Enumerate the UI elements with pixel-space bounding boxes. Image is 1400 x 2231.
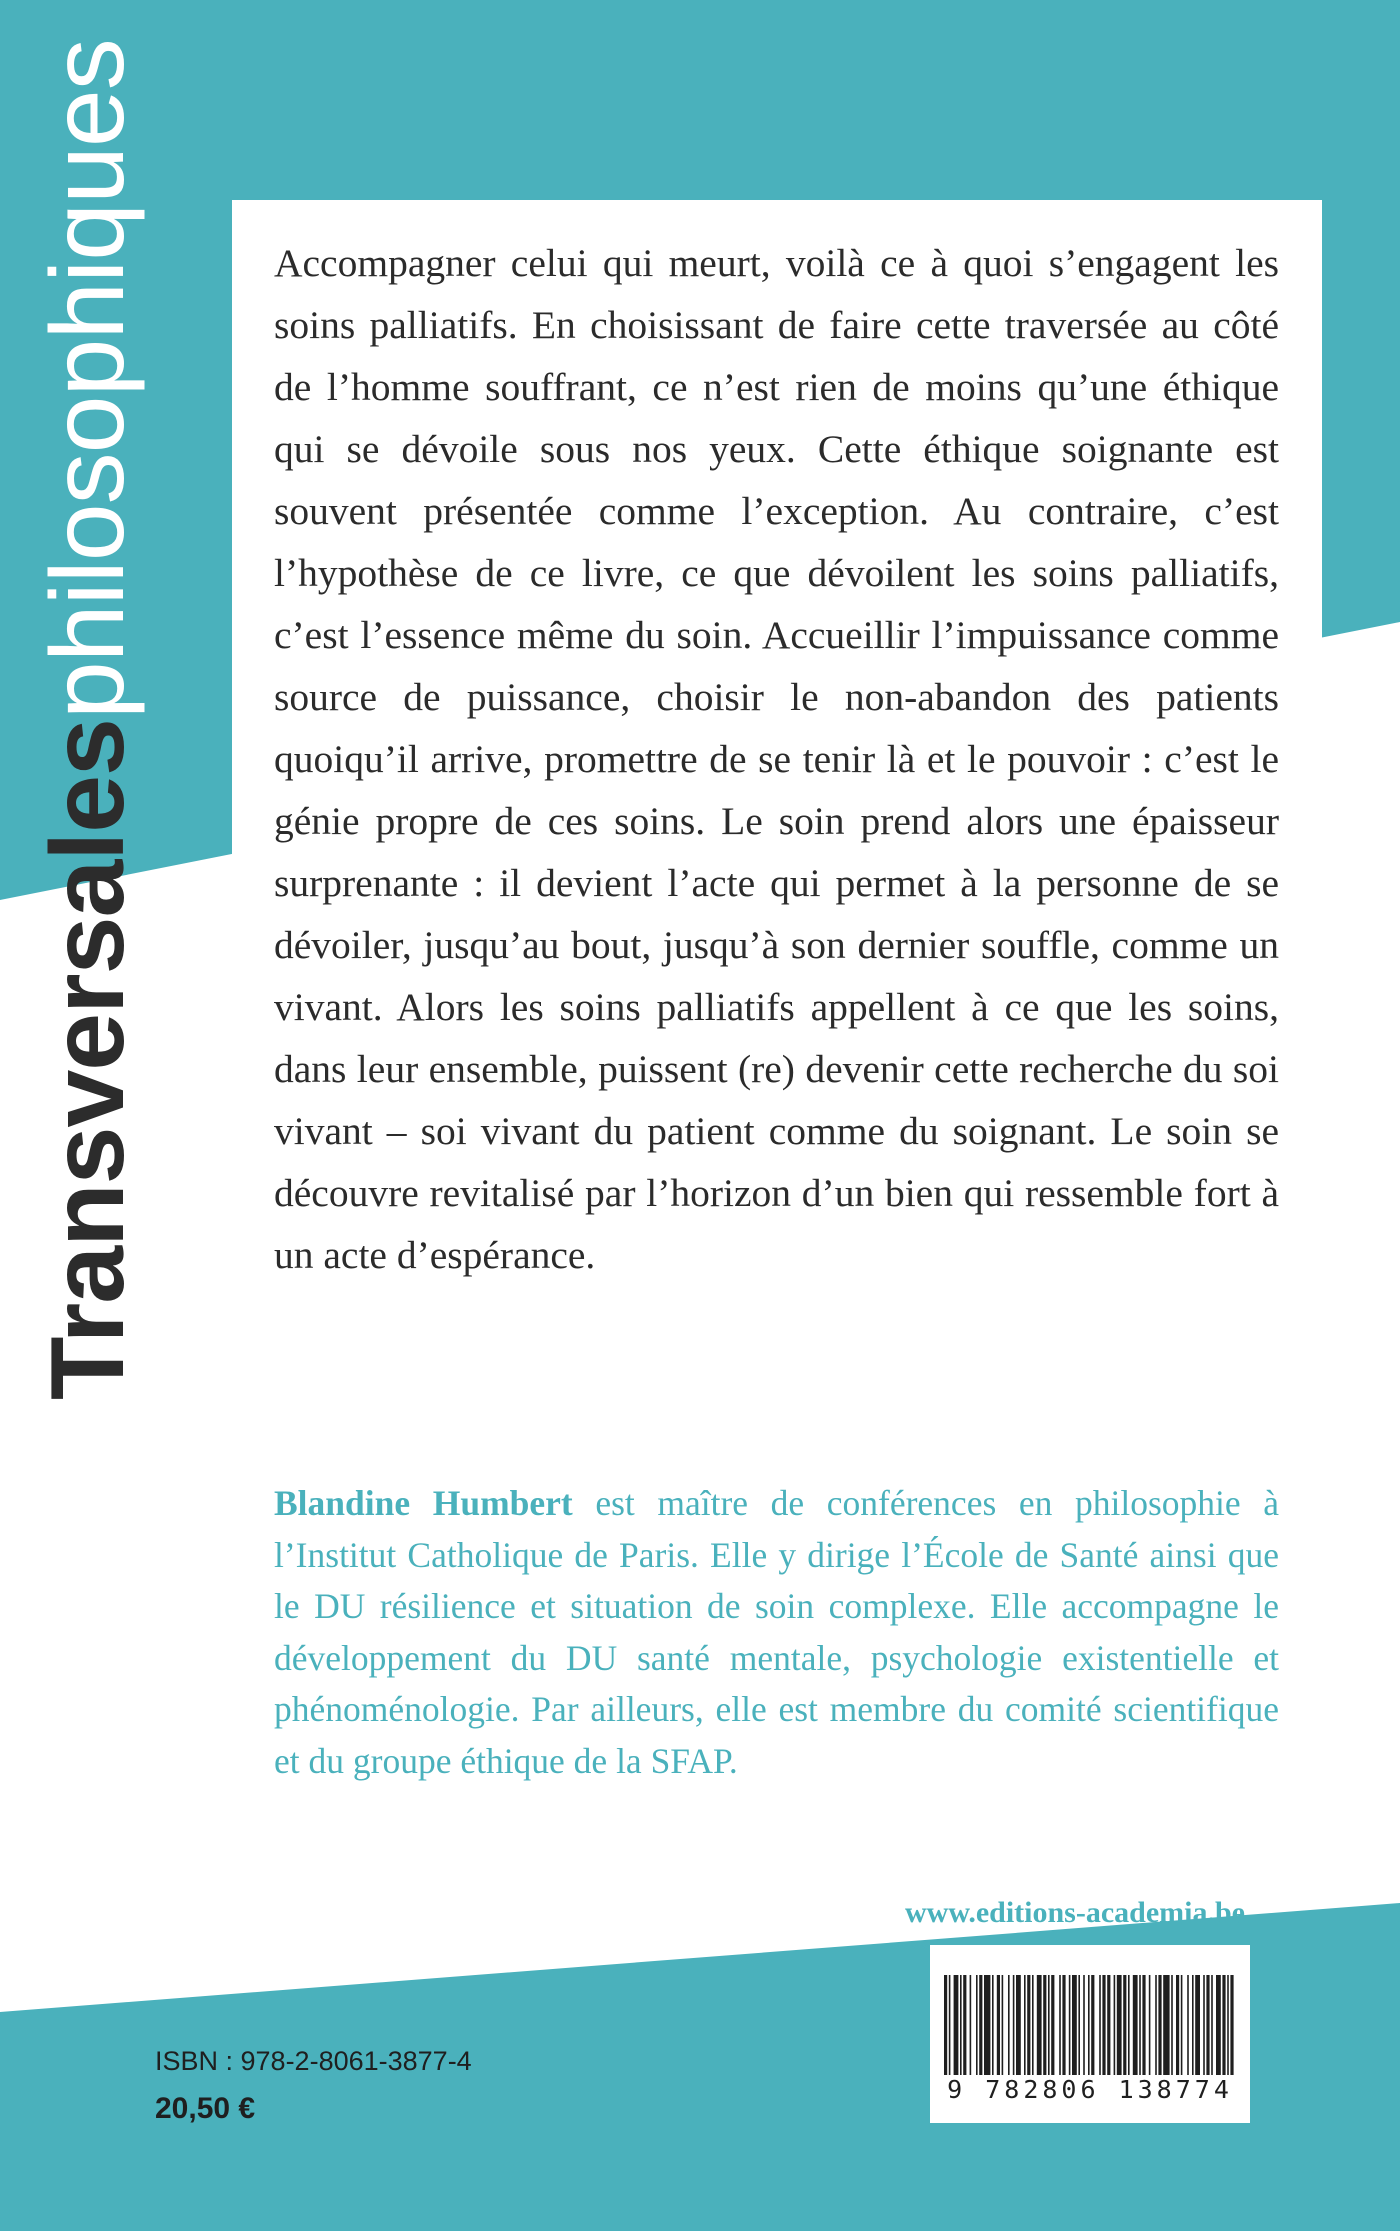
publisher-url[interactable]: www.editions-academia.be xyxy=(905,1896,1245,1929)
barcode-bar xyxy=(1078,1975,1080,2075)
barcode-bar xyxy=(1203,1975,1205,2075)
barcode-bar xyxy=(1037,1975,1042,2075)
barcode-bar xyxy=(1043,1975,1046,2075)
barcode-bar xyxy=(1227,1975,1229,2075)
barcode-bar xyxy=(1206,1975,1209,2075)
barcode-bar xyxy=(1016,1975,1021,2075)
barcode-bar xyxy=(1099,1975,1101,2075)
barcode-bar xyxy=(1149,1975,1151,2075)
barcode-bar xyxy=(1142,1975,1145,2075)
barcode-bar xyxy=(1062,1975,1065,2075)
barcode-bar xyxy=(1171,1975,1173,2075)
barcode-bar xyxy=(1158,1975,1161,2075)
barcode-bar xyxy=(944,1975,947,2075)
barcode-bar xyxy=(1133,1975,1138,2075)
barcode-bar xyxy=(1083,1975,1085,2075)
barcode-bar xyxy=(960,1975,962,2075)
barcode-bar xyxy=(1024,1975,1026,2075)
barcode-digits: 9 782806 138774 xyxy=(947,2075,1233,2104)
barcode-bar xyxy=(1195,1975,1200,2075)
barcode-bar xyxy=(1002,1975,1004,2075)
barcode-bar xyxy=(1069,1975,1071,2075)
isbn: ISBN : 978-2-8061-3877-4 xyxy=(155,2046,472,2076)
barcode-bar xyxy=(984,1975,990,2075)
barcode-bar xyxy=(1008,1975,1010,2075)
barcode-bar xyxy=(1107,1975,1110,2075)
barcode-bar xyxy=(992,1975,994,2075)
barcode-bar xyxy=(1211,1975,1213,2075)
barcode-bar xyxy=(1051,1975,1054,2075)
blurb-text: Accompagner celui qui meurt, voilà ce à quoi s’engagent les soins palliatifs. En choisissant de faire cette traversée au côté de l’homme souffrant, ce n’est rien de moins qu’une éthique qui se dévoile sous nos yeux. Cette éthique soignante est souvent présentée comme l’exception. Au contraire, c’est l’hypothèse de ce livre, ce que dévoilent les soins palliatifs, c’est l’essence même du soin. Accueillir l’impuissance comme source de puissance, choisir le non-abandon des patients quoiqu’il arrive, promettre de se tenir là et le pouvoir : c’est le génie propre de ces soins. Le soin prend alors une épaisseur surprenante : il devient l’acte qui permet à la personne de se dévoiler, jusqu’au bout, jusqu’à son dernier souffle, comme un vivant. Alors les soins palliatifs appellent à ce que les soins, dans leur ensemble, puissent (re) devenir cette recherche du soi vivant – soi vivant du patient comme du soignant. Le soin se découvre revitalisé par l’horizon d’un bien qui ressemble fort à un acte d’espérance. xyxy=(274,241,1279,1277)
author-bio xyxy=(274,1478,1279,1787)
barcode-bar xyxy=(1155,1975,1157,2075)
barcode-bar xyxy=(1032,1975,1034,2075)
barcode-bar xyxy=(1059,1975,1061,2075)
barcode-bar xyxy=(1088,1975,1090,2075)
barcode-bar xyxy=(1216,1975,1221,2075)
barcode-bar xyxy=(1072,1975,1077,2075)
barcode-bar xyxy=(1222,1975,1225,2075)
barcode xyxy=(930,1945,1250,2123)
barcode-bar xyxy=(1163,1975,1169,2075)
barcode-bar xyxy=(1013,1975,1015,2075)
barcode-bar xyxy=(1117,1975,1122,2075)
barcode-bar xyxy=(1114,1975,1116,2075)
barcode-bar xyxy=(1123,1975,1126,2075)
barcode-bar xyxy=(963,1975,966,2075)
barcode-bar xyxy=(949,1975,951,2075)
barcode-bar xyxy=(1176,1975,1179,2075)
barcode-bar xyxy=(976,1975,978,2075)
barcode-bar xyxy=(1187,1975,1189,2075)
barcode-bar xyxy=(979,1975,982,2075)
barcode-bar xyxy=(997,1975,1000,2075)
barcode-bar xyxy=(1027,1975,1030,2075)
series-title xyxy=(30,39,146,1400)
barcode-bar xyxy=(954,1975,959,2075)
barcode-bar xyxy=(1192,1975,1194,2075)
series-title-dark: Transversales xyxy=(30,719,146,1400)
barcode-bar xyxy=(1091,1975,1094,2075)
price: 20,50 € xyxy=(155,2092,256,2125)
barcode-bar xyxy=(1139,1975,1141,2075)
series-title-light: philosophiques xyxy=(30,39,146,720)
barcode-bar xyxy=(1048,1975,1050,2075)
author-bio-text: est maître de conférences en philosophie à l’Institut Catholique de Paris. Elle y dirige l’École de Santé ainsi que le DU résilience et situation de soin complexe. Elle accompagne le développement du DU santé mentale, psychologie existentielle et phénoménologie. Par ailleurs, elle est membre du comité scientifique et du groupe éthique de la SFAP. xyxy=(274,1483,1279,1781)
barcode-bar xyxy=(1230,1975,1233,2075)
barcode-bar xyxy=(1128,1975,1130,2075)
barcode-bars xyxy=(940,1975,1240,2075)
barcode-bar xyxy=(1181,1975,1183,2075)
barcode-bar xyxy=(1102,1975,1105,2075)
author-name: Blandine Humbert xyxy=(274,1483,573,1523)
barcode-bar xyxy=(970,1975,972,2075)
